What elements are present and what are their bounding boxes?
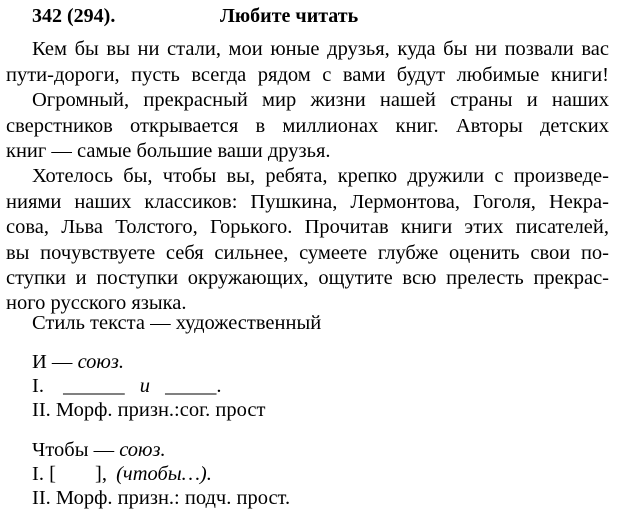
analysis-2-scheme-paren: (чтобы…). (116, 463, 212, 485)
exercise-title: Любите читать (220, 5, 359, 27)
analysis-1-scheme-mid: и (139, 375, 150, 397)
text-line: сова, Льва Толстого, Горького. Прочитав книги этих писателей, (6, 216, 609, 238)
analysis-2-scheme-prefix: I. [ (32, 463, 56, 485)
analysis-1-scheme-left: ______ (63, 375, 125, 397)
analysis-1-scheme-right: _____. (165, 375, 222, 397)
text-line: Кем бы вы ни стали, мои юные друзья, куда бы ни позвали вас (32, 38, 609, 60)
text-line: ного русского языка. (6, 292, 187, 314)
text-line: Огромный, прекрасный мир жизни нашей страны и наших (32, 89, 609, 111)
analysis-1-morph: II. Морф. призн.:сог. прост (32, 399, 266, 421)
text-line: сверстников открывается в миллионах книг. Авторы детских (6, 115, 609, 137)
analysis-2-heading (32, 438, 166, 462)
analysis-2-word: Чтобы — (32, 439, 115, 461)
text-line: пути-дороги, пусть всегда рядом с вами будут любимые книги! (6, 64, 609, 86)
analysis-1-scheme (32, 374, 221, 398)
text-line: ступки и поступки окружающих, ощутите всю прелесть прекрас- (6, 267, 609, 289)
analysis-2-scheme (32, 462, 212, 486)
analysis-1-pos: союз. (77, 351, 124, 373)
analysis-2-scheme-gap: ], (95, 463, 107, 485)
analysis-1-scheme-prefix: I. (32, 375, 44, 397)
analysis-2-pos: союз. (119, 439, 166, 461)
text-line: Хотелось бы, чтобы вы, ребята, крепко дружили с произведе- (32, 165, 609, 187)
text-style-line: Стиль текста — художественный (32, 312, 322, 334)
analysis-1-heading (32, 350, 124, 374)
text-line: ниями наших классиков: Пушкина, Лермонтова, Гоголя, Некра- (6, 191, 609, 213)
exercise-number: 342 (294). (32, 5, 116, 27)
text-line: вы почувствуете себя сильнее, сумеете глубже оценить свои по- (6, 242, 609, 264)
text-line: книг — самые большие ваши друзья. (6, 140, 331, 162)
analysis-1-word: И — (32, 351, 73, 373)
analysis-2-morph: II. Морф. призн.: подч. прост. (32, 487, 291, 509)
